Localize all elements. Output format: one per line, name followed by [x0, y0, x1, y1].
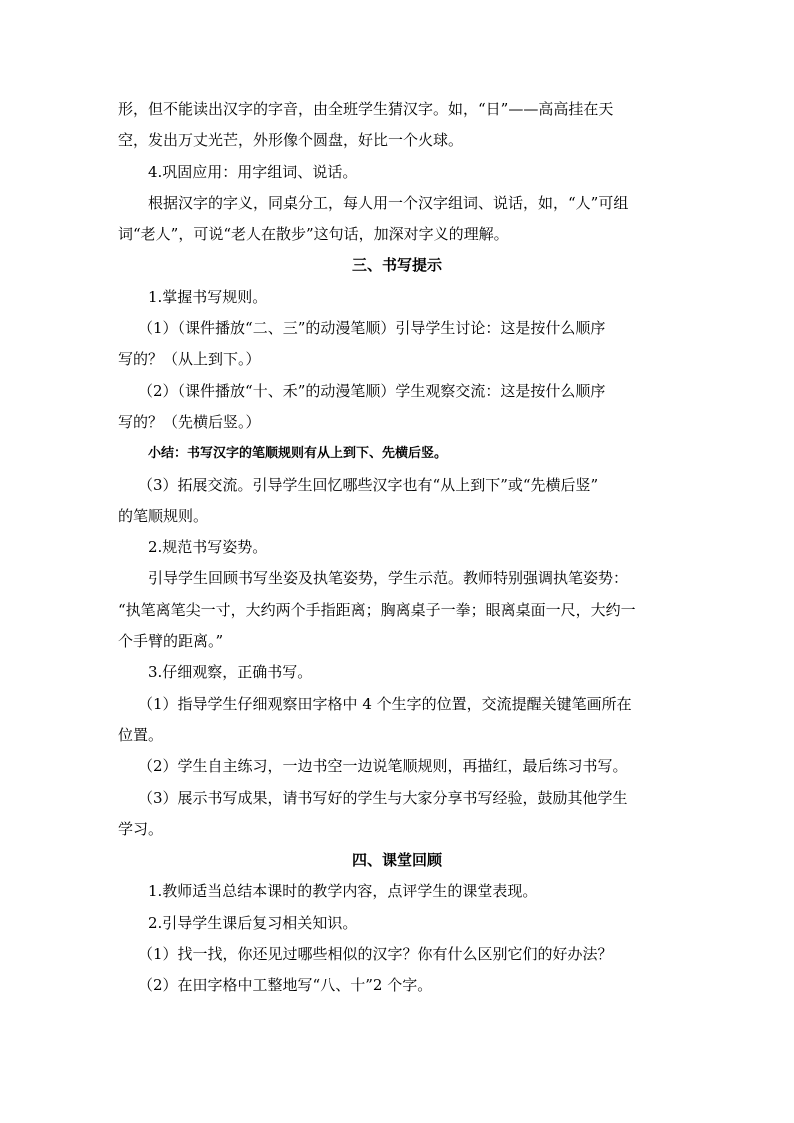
paragraph-line: “执笔离笔尖一寸，大约两个手指距离；胸离桌子一拳；眼离桌面一尺，大约一: [118, 600, 636, 619]
section-heading: 四、课堂回顾: [351, 851, 442, 870]
step-item: 2.规范书写姿势。: [148, 538, 268, 557]
sub-item: （2）（课件播放“十、禾”的动漫笔顺）学生观察交流：这是按什么顺序: [138, 381, 606, 400]
paragraph-line: 的笔顺规则。: [118, 506, 209, 525]
paragraph-line: 个手臂的距离。”: [118, 632, 224, 651]
sub-item: （3）展示书写成果，请书写好的学生与大家分享书写经验，鼓励其他学生: [138, 788, 628, 807]
paragraph-line: 词“老人”，可说“老人在散步”这句话，加深对字义的理解。: [118, 225, 509, 244]
document-body: [118, 94, 676, 1002]
paragraph-line: 空，发出万丈光芒，外形像个圆盘，好比一个火球。: [118, 131, 464, 150]
step-item: 4.巩固应用：用字组词、说话。: [148, 162, 358, 181]
paragraph-line: 写的？（从上到下。）: [118, 350, 261, 369]
paragraph-line: 形，但不能读出汉字的字音，由全班学生猜汉字。如，“日”——高高挂在天: [118, 100, 614, 118]
sub-item: （1）指导学生仔细观察田字格中 4 个生字的位置，交流提醒关键笔画所在: [138, 694, 632, 713]
paragraph-line: 引导学生回顾书写坐姿及执笔姿势，学生示范。教师特别强调执笔姿势：: [148, 569, 629, 588]
sub-item: （2）学生自主练习，一边书空一边说笔顺规则，再描红，最后练习书写。: [138, 757, 628, 776]
paragraph-line: 根据汉字的字义，同桌分工，每人用一个汉字组词、说话，如，“人”可组: [148, 193, 629, 212]
summary-note: 小结：书写汉字的笔顺规则有从上到下、先横后竖。: [148, 446, 448, 462]
section-heading: 三、书写提示: [351, 256, 442, 275]
sub-item: （1）找一找，你还见过哪些相似的汉字？你有什么区别它们的好办法？: [138, 945, 613, 964]
step-item: 2.引导学生课后复习相关知识。: [148, 913, 358, 932]
paragraph-line: 位置。: [118, 725, 164, 744]
sub-item: （2）在田字格中工整地写“八、十”2 个字。: [138, 976, 433, 995]
step-item: 1.掌握书写规则。: [148, 287, 268, 306]
paragraph-line: 学习。: [118, 819, 164, 838]
paragraph-line: 写的？（先横后竖。）: [118, 412, 261, 431]
step-item: 1.教师适当总结本课时的教学内容，点评学生的课堂表现。: [148, 882, 538, 901]
sub-item: （1）（课件播放“二、三”的动漫笔顺）引导学生讨论：这是按什么顺序: [138, 319, 606, 338]
step-item: 3.仔细观察，正确书写。: [148, 663, 313, 682]
sub-item: （3）拓展交流。引导学生回忆哪些汉字也有“从上到下”或“先横后竖”: [138, 475, 599, 494]
